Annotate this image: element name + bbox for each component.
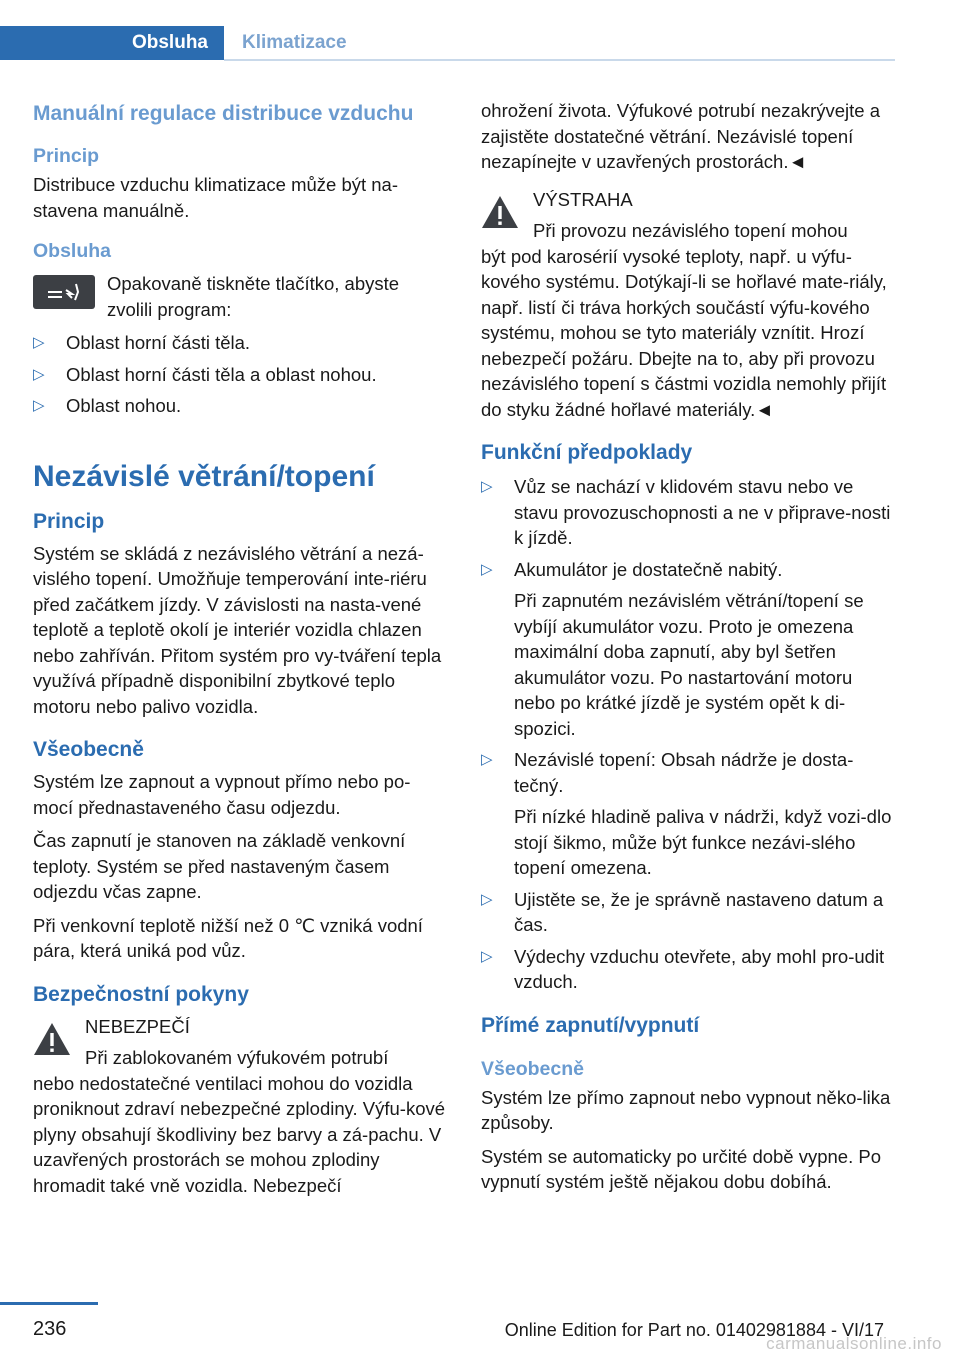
subheading-vseobecne: Všeobecně xyxy=(481,1057,584,1080)
paragraph-system: Systém se skládá z nezávislého větrání a nezá-vislého topení. Umožňuje temperování inte-riéru před začátkem jízdy. V závislosti na nasta-vené teplotě a teplotě okolí je interiér vozidla chlazen nebo zahříván. Přitom systém pro vy-tváření tepla využívá případně disponibilní zbytkové teplo motoru nebo palivo vozidla. xyxy=(33,542,442,717)
danger-heading: NEBEZPEČÍ xyxy=(85,1015,190,1037)
list-marker-icon: ▷ xyxy=(481,560,493,578)
list-item-text: Nezávislé topení: Obsah nádrže je dosta-tečný. xyxy=(514,749,854,796)
list-marker-icon: ▷ xyxy=(481,478,493,495)
tab-klimatizace[interactable]: Klimatizace xyxy=(242,32,347,53)
watermark: carmanualsonline.info xyxy=(766,1334,942,1353)
list-item-text: Akumulátor je dostatečně nabitý. xyxy=(514,558,783,580)
air-distribution-icon xyxy=(33,275,95,309)
right-column xyxy=(481,98,896,1203)
danger-body: nebo nedostatečné ventilaci mohou do vozidla proniknout zdraví nebezpečné zplodiny. Výfu-kové plyny obsahují škodliviny bez barvy a zá-pachu. V uzavřených prostorách se mohou zplodiny hromadit také vně vozidla. Nebezpečí xyxy=(33,1072,446,1196)
paragraph-vseobecne-1: Systém lze zapnout a vypnout přímo nebo po-mocí přednastaveného času odjezdu. xyxy=(33,771,411,818)
list-item-text: Výdechy vzduchu otevřete, aby mohl pro-udit vzduch. xyxy=(514,945,885,992)
header-tabs xyxy=(0,26,895,60)
left-column xyxy=(33,98,448,1206)
list-item xyxy=(481,887,896,938)
list-marker-icon: ▷ xyxy=(481,751,493,768)
section-title-manual: Manuální regulace distribuce vzduchu xyxy=(33,102,414,125)
warning-heading: VÝSTRAHA xyxy=(533,188,633,210)
list-item xyxy=(33,393,448,419)
button-instruction xyxy=(33,271,448,322)
list-marker-icon: ▷ xyxy=(33,365,45,383)
danger-note xyxy=(33,1014,448,1199)
list-item xyxy=(481,474,896,551)
list-item xyxy=(481,557,896,742)
list-marker-icon: ▷ xyxy=(33,334,45,351)
edition-text: Online Edition for Part no. 01402981884 - VI/17 xyxy=(504,1320,884,1340)
danger-first-line: Při zablokovaném výfukovém potrubí xyxy=(85,1047,389,1068)
heading-bezpecnost: Bezpečnostní pokyny xyxy=(33,982,249,1006)
list-item-text: Oblast horní části těla. xyxy=(66,332,251,353)
heading-princip: Princip xyxy=(33,509,105,533)
page-number: 236 xyxy=(33,1318,67,1340)
chapter-title: Nezávislé větrání/topení xyxy=(33,459,375,493)
heading-prime: Přímé zapnutí/vypnutí xyxy=(481,1013,700,1037)
warning-triangle-icon xyxy=(33,1022,71,1056)
paragraph-prime-1: Systém lze přímo zapnout nebo vypnout něko-lika způsoby. xyxy=(481,1086,891,1133)
warning-body: být pod karosérií vysoké teploty, např. u výfu-kového systému. Dotýkají-li se hořlavé mate-riály, např. listí či tráva horkých součástí výfu-kového systému, mohou se tyto materiály vznítit. Hrozí nebezpečí požáru. Dbejte na to, aby při provozu nezávislého topení s částmi vozidla nemohly přijít do styku žádné hořlavé materiály.◄ xyxy=(481,245,887,420)
list-item xyxy=(33,362,448,388)
list-item-note: Při nízké hladině paliva v nádrži, když vozi-dlo stojí šikmo, může být funkce nezávi-slého topení omezena. xyxy=(514,806,892,878)
paragraph-continued: ohrožení života. Výfukové potrubí nezakrývejte a zajistěte dostatečné větrání. Nezávislé topení nezapínejte v uzavřených prostorách.◄ xyxy=(481,100,880,172)
subheading-princip: Princip xyxy=(33,145,100,167)
warning-triangle-icon xyxy=(481,195,519,229)
tab-obsluha[interactable]: Obsluha xyxy=(0,26,224,60)
list-item-text: Oblast horní části těla a oblast nohou. xyxy=(66,363,377,385)
list-marker-icon: ▷ xyxy=(481,890,493,908)
list-item-text: Vůz se nachází v klidovém stavu nebo ve stavu provozuschopnosti a ne v připrave-nosti k jízdě. xyxy=(514,476,891,548)
warning-note xyxy=(481,187,896,423)
list-item-text: Oblast nohou. xyxy=(66,395,182,416)
paragraph-princip: Distribuce vzduchu klimatizace může být na-stavena manuálně. xyxy=(33,174,399,221)
subheading-obsluha: Obsluha xyxy=(33,240,112,262)
button-instruction-text: Opakovaně tiskněte tlačítko, abyste zvolili program: xyxy=(107,273,400,320)
list-item-text: Ujistěte se, že je správně nastaveno datum a čas. xyxy=(514,888,884,935)
list-marker-icon: ▷ xyxy=(33,397,45,414)
list-marker-icon: ▷ xyxy=(481,947,493,965)
list-item xyxy=(33,330,448,356)
program-list xyxy=(33,330,448,419)
footer-accent-bar xyxy=(0,1302,98,1305)
list-item xyxy=(481,944,896,995)
requirements-list xyxy=(481,474,896,995)
list-item xyxy=(481,747,896,881)
heading-funkcni: Funkční předpoklady xyxy=(481,441,693,464)
list-item-note: Při zapnutém nezávislém větrání/topení se vybíjí akumulátor vozu. Proto je omezena maximální doba zapnutí, aby byl šetřen akumulátor vozu. Po nastartování motoru nebo po krátké jízdě je systém opět k di-spozici. xyxy=(514,590,864,739)
paragraph-vseobecne-3: Při venkovní teplotě nižší než 0 ℃ vzniká vodní pára, která uniká pod vůz. xyxy=(33,914,423,961)
paragraph-prime-2: Systém se automaticky po určité době vypne. Po vypnutí systém ještě nějakou dobu dobíhá. xyxy=(481,1145,882,1192)
paragraph-vseobecne-2: Čas zapnutí je stanoven na základě venkovní teploty. Systém se před nastaveným časem odjezdu včas zapne. xyxy=(33,830,406,902)
tab-underline xyxy=(224,59,895,61)
heading-vseobecne: Všeobecně xyxy=(33,738,144,761)
warning-first-line: Při provozu nezávislého topení mohou xyxy=(533,220,848,241)
